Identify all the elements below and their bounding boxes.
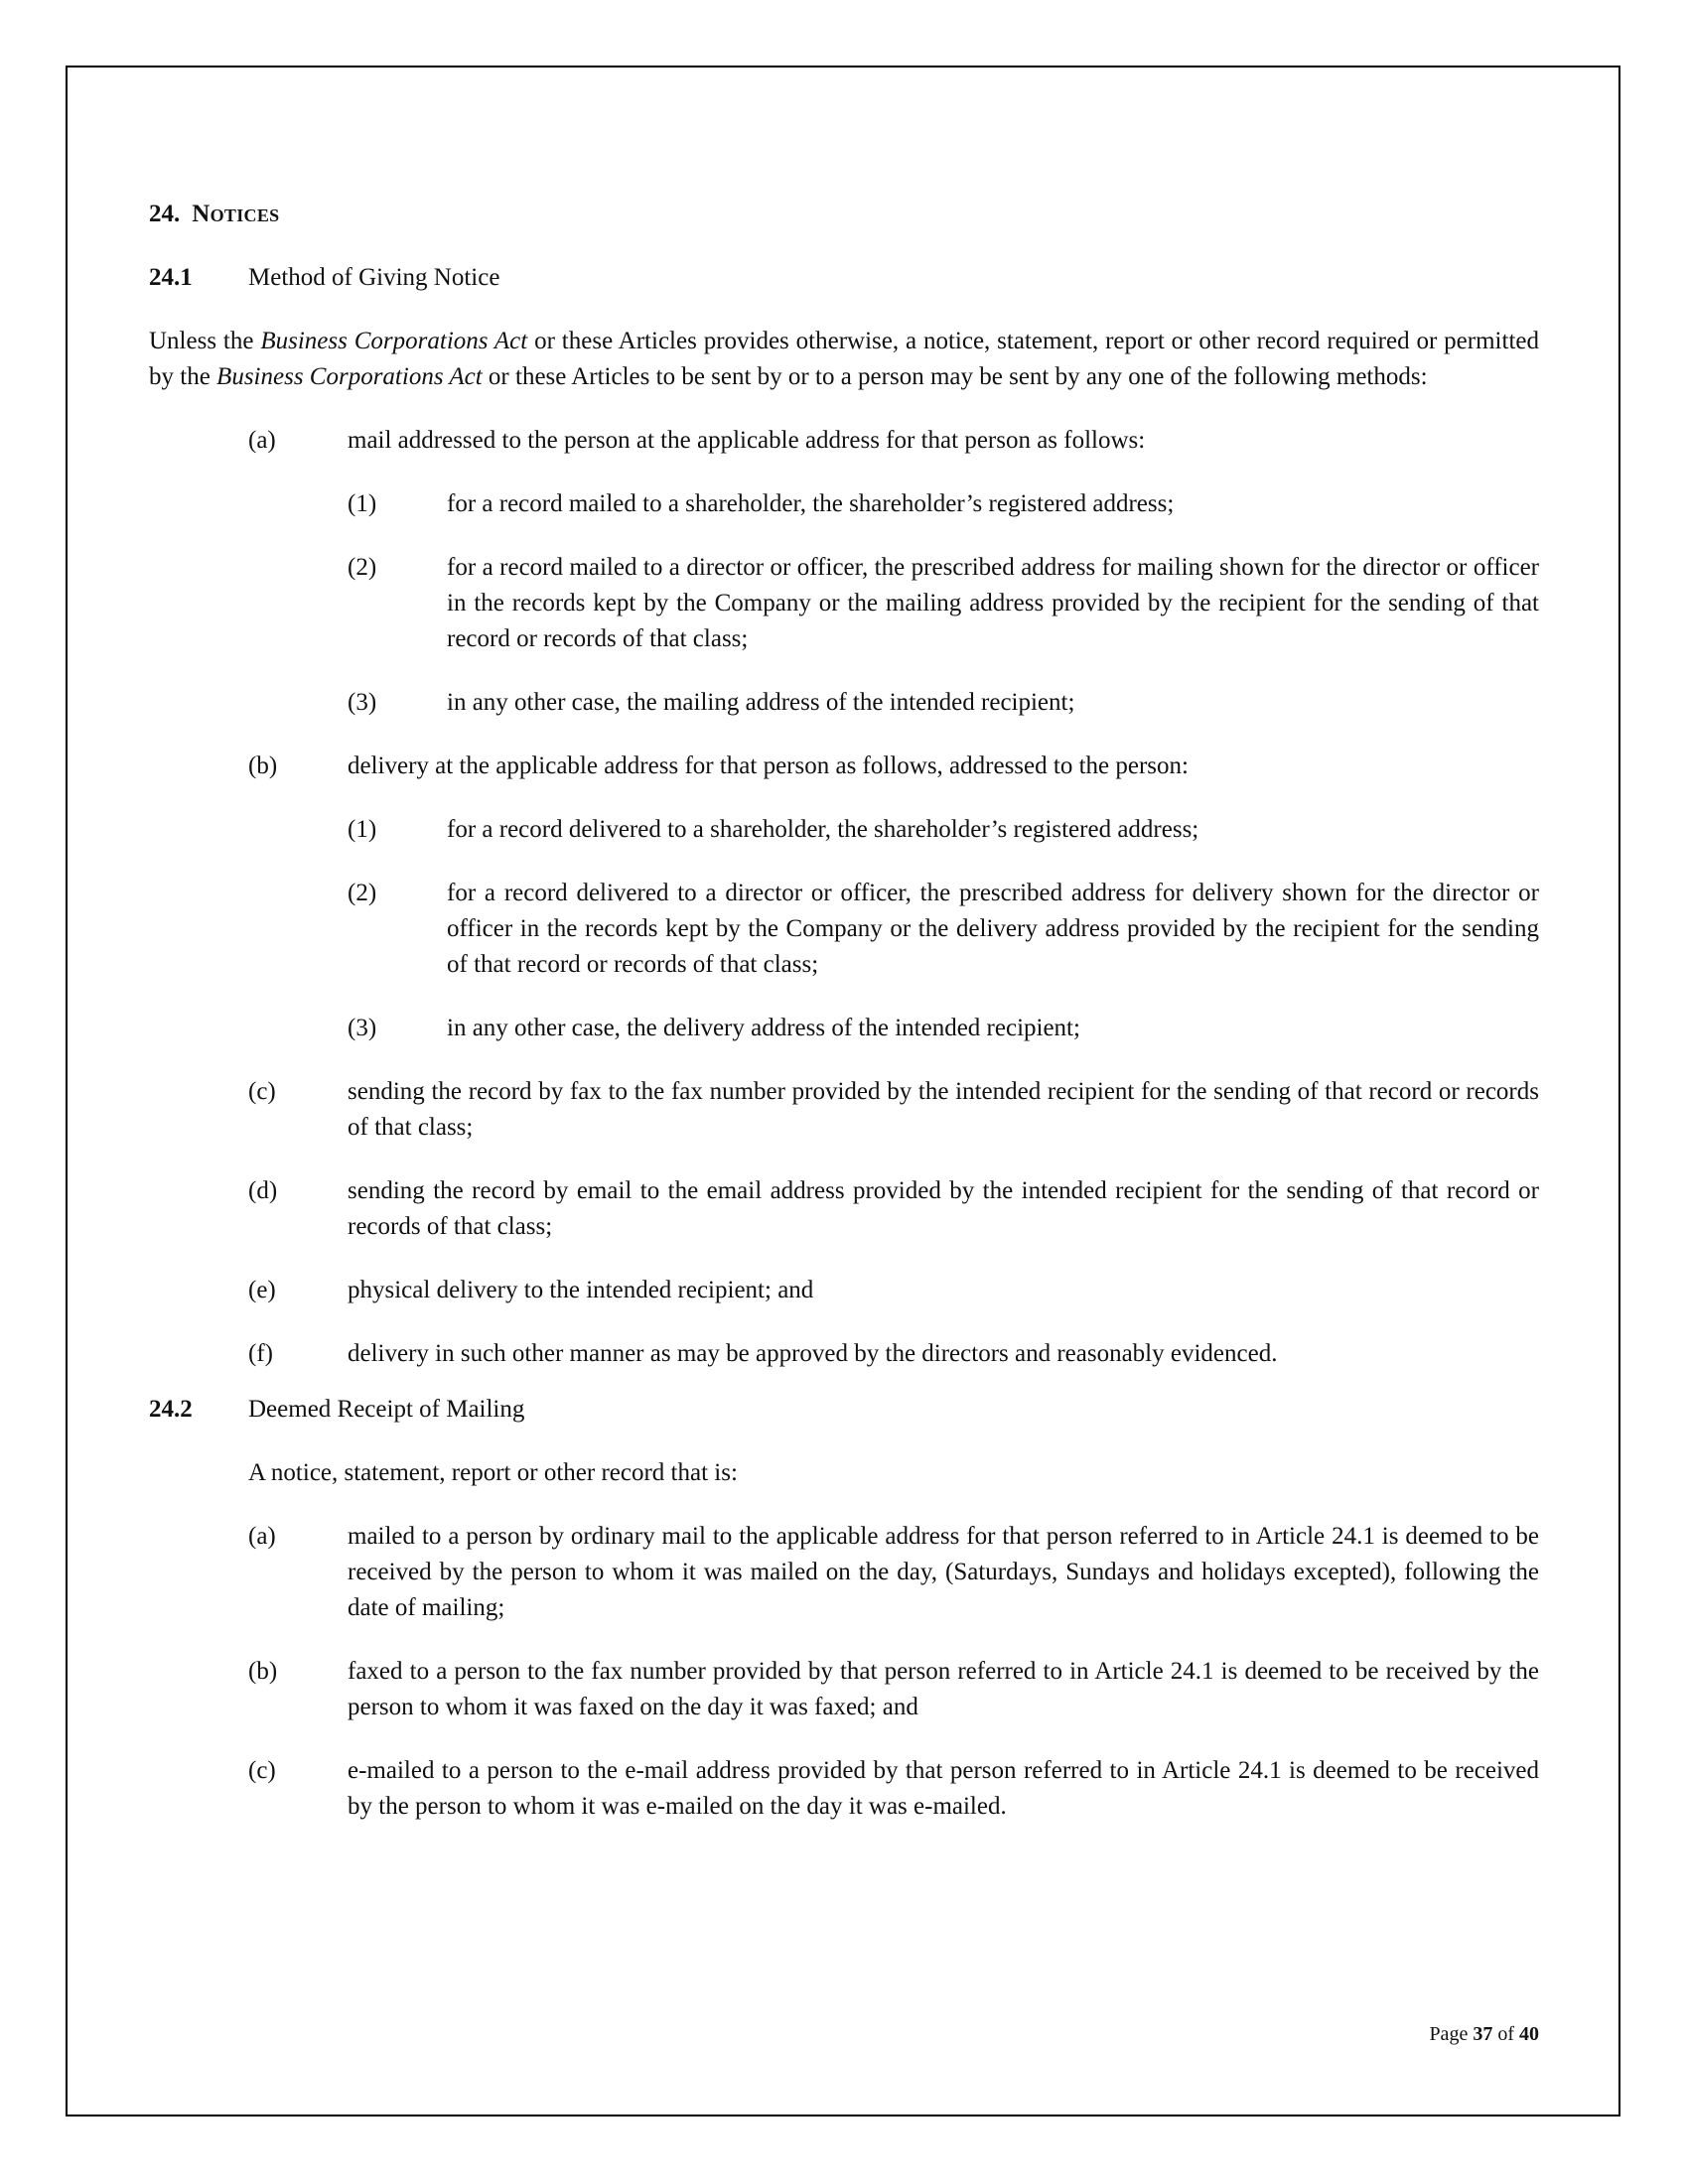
item-text: for a record delivered to a director or officer, the prescribed address for delivery shown for the director or officer in the records kept by the Company or the delivery address provided by the recipient for the sending of that record or records of that class;	[447, 880, 1539, 978]
sub-list-item	[348, 876, 1539, 983]
item-text: for a record delivered to a shareholder, the shareholder’s registered address;	[447, 816, 1199, 843]
item-label: (3)	[348, 1015, 377, 1041]
item-label: (a)	[248, 1523, 276, 1550]
section-number: 24.	[149, 201, 181, 227]
item-label: (c)	[248, 1757, 276, 1784]
list-item	[248, 1074, 1539, 1146]
list-item	[248, 1519, 1539, 1626]
list-item	[248, 749, 1539, 784]
total-pages: 40	[1519, 2023, 1539, 2045]
section-heading	[149, 197, 1539, 232]
item-label: (d)	[248, 1177, 278, 1204]
list-item	[248, 1273, 1539, 1308]
subsection-24-1-heading	[149, 260, 1539, 296]
section-title: Notices	[192, 201, 280, 227]
deemed-receipt-intro: A notice, statement, report or other record that is:	[248, 1459, 738, 1486]
sub-list-item	[348, 1011, 1539, 1046]
list-item	[248, 1753, 1539, 1825]
item-label: (f)	[248, 1340, 273, 1367]
intro-paragraph	[149, 324, 1539, 395]
page-number	[1429, 2021, 1539, 2047]
item-text: mailed to a person by ordinary mail to the applicable address for that person referred to in Article 24.1 is deemed to be received by the person to whom it was mailed on the day, (Saturdays, Sundays and holidays excepted), following the date of mailing;	[348, 1523, 1539, 1621]
item-text: for a record mailed to a shareholder, the shareholder’s registered address;	[447, 490, 1175, 517]
document-body	[149, 197, 1539, 1852]
list-item	[248, 1654, 1539, 1725]
item-label: (2)	[348, 880, 377, 906]
item-text: e-mailed to a person to the e-mail address provided by that person referred to in Article 24.1 is deemed to be received by the person to whom it was e-mailed on the day it was e-mailed.	[348, 1757, 1539, 1820]
item-label: (b)	[248, 752, 278, 779]
sub-list-item	[348, 486, 1539, 522]
intro-text-3: or these Articles to be sent by or to a person may be sent by any one of the following methods:	[482, 363, 1428, 390]
item-label: (1)	[348, 816, 377, 843]
current-page: 37	[1473, 2023, 1493, 2045]
page-of: of	[1492, 2023, 1519, 2045]
item-text: for a record mailed to a director or officer, the prescribed address for mailing shown for the director or officer in the records kept by the Company or the mailing address provided by the recipient for the sending of that record or records of that class;	[447, 554, 1539, 652]
intro-text-1: Unless the	[149, 328, 261, 354]
item-label: (c)	[248, 1078, 276, 1105]
subsection-24-2-heading	[149, 1392, 1539, 1428]
list-item	[248, 1336, 1539, 1372]
item-label: (2)	[348, 554, 377, 581]
item-text: delivery in such other manner as may be approved by the directors and reasonably evidenced.	[348, 1340, 1278, 1367]
item-text: physical delivery to the intended recipient; and	[348, 1277, 814, 1303]
item-label: (e)	[248, 1277, 276, 1303]
list-item	[248, 423, 1539, 459]
item-text: mail addressed to the person at the applicable address for that person as follows:	[348, 427, 1146, 454]
item-text: in any other case, the delivery address of the intended recipient;	[447, 1015, 1080, 1041]
list-item	[248, 1173, 1539, 1245]
sub-list-item	[348, 550, 1539, 657]
sub-list-item	[348, 685, 1539, 721]
sub-list-item	[348, 812, 1539, 848]
item-text: faxed to a person to the fax number provided by that person referred to in Article 24.1 is deemed to be received by the person to whom it was faxed on the day it was faxed; and	[348, 1658, 1539, 1720]
item-label: (3)	[348, 689, 377, 716]
item-label: (1)	[348, 490, 377, 517]
item-text: sending the record by email to the email address provided by the intended recipient for the sending of that record or records of that class;	[348, 1177, 1539, 1240]
item-label: (b)	[248, 1658, 278, 1685]
subsection-title: Deemed Receipt of Mailing	[248, 1396, 525, 1423]
subsection-title: Method of Giving Notice	[248, 264, 500, 291]
item-text: sending the record by fax to the fax number provided by the intended recipient for the sending of that record or records of that class;	[348, 1078, 1539, 1141]
intro-text-2: or these Articles provides otherwise, a notice, statement, report or other record required or permitted by the	[149, 328, 1539, 390]
act-name-1: Business Corporations Act	[260, 328, 528, 354]
item-text: delivery at the applicable address for that person as follows, addressed to the person:	[348, 752, 1189, 779]
act-name-2: Business Corporations Act	[216, 363, 483, 390]
item-text: in any other case, the mailing address of the intended recipient;	[447, 689, 1075, 716]
subsection-number: 24.2	[149, 1396, 193, 1423]
subsection-number: 24.1	[149, 264, 193, 291]
item-label: (a)	[248, 427, 276, 454]
page-prefix: Page	[1429, 2023, 1474, 2045]
